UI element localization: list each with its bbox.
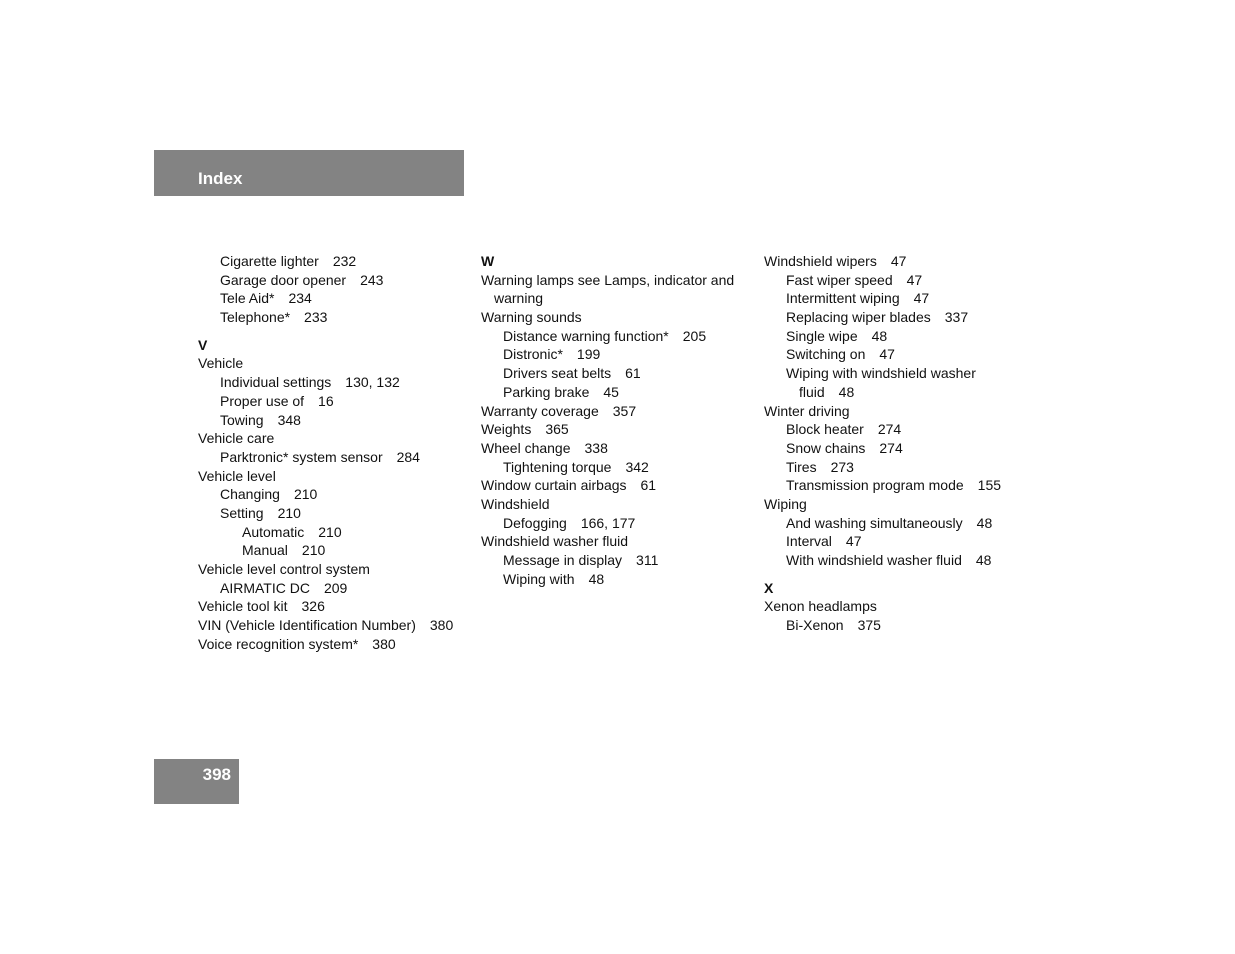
index-subentry: Replacing wiper blades 337 — [786, 309, 969, 326]
index-entry: Windshield washer fluid — [481, 533, 629, 550]
index-subentry: Single wipe 48 — [786, 327, 888, 344]
index-entry: Vehicle — [198, 355, 244, 372]
index-subentry: Bi-Xenon 375 — [786, 617, 881, 634]
index-subentry: Wiping with windshield washer — [786, 365, 976, 382]
index-entry: Window curtain airbags 61 — [481, 477, 657, 494]
index-entry: VIN (Vehicle Identification Number) 380 — [198, 617, 454, 634]
index-letter-heading: X — [764, 579, 774, 596]
page-number-box — [154, 759, 239, 804]
index-subentry: Interval 47 — [786, 533, 862, 550]
index-column-2 — [481, 252, 751, 588]
index-subsubentry: Automatic 210 — [242, 523, 342, 540]
index-entry: Vehicle tool kit 326 — [198, 598, 325, 615]
index-entry: Warning lamps see Lamps, indicator and — [481, 271, 735, 288]
index-subentry: Drivers seat belts 61 — [503, 365, 641, 382]
index-entry: Wiping — [764, 495, 807, 512]
index-header-bar — [154, 150, 464, 196]
index-entry: Weights 365 — [481, 421, 569, 438]
index-subentry: Snow chains 274 — [786, 439, 903, 456]
index-entry: Winter driving — [764, 402, 850, 419]
index-subentry: Message in display 311 — [503, 552, 659, 568]
index-subentry: Tightening torque 342 — [503, 458, 649, 475]
index-subsubentry: Manual 210 — [242, 542, 326, 559]
index-column-3 — [764, 252, 1024, 635]
index-subentry: With windshield washer fluid 48 — [786, 552, 992, 568]
index-entry: Windshield wipers 47 — [764, 253, 907, 269]
index-column-1 — [198, 252, 468, 653]
index-subentry: Intermittent wiping 47 — [786, 290, 930, 307]
index-entry-continuation: warning — [494, 290, 544, 307]
index-entry: Xenon headlamps — [764, 598, 877, 615]
index-subentry: Distance warning function* 205 — [503, 327, 707, 344]
index-entry: Wheel change 338 — [481, 439, 608, 456]
index-subentry: Wiping with 48 — [503, 570, 605, 587]
index-subentry: Distronic* 199 — [503, 346, 601, 363]
index-subentry: Block heater 274 — [786, 421, 902, 438]
index-entry: Vehicle level — [198, 467, 276, 484]
index-subentry: Transmission program mode 155 — [786, 477, 1002, 494]
index-subentry: Cigarette lighter 232 — [220, 253, 357, 269]
index-subentry: Tires 273 — [786, 458, 854, 475]
index-subentry: Proper use of 16 — [220, 392, 334, 409]
index-entry: Vehicle level control system — [198, 561, 370, 577]
page-number: 398 — [202, 765, 231, 784]
index-entry: Warning sounds — [481, 309, 582, 326]
index-entry: Windshield — [481, 495, 550, 512]
index-subentry: Tele Aid* 234 — [220, 290, 312, 307]
index-subentry: Switching on 47 — [786, 346, 895, 363]
index-subentry: Telephone* 233 — [220, 309, 328, 326]
index-subentry: Fast wiper speed 47 — [786, 271, 923, 288]
index-subentry: AIRMATIC DC 209 — [220, 579, 348, 596]
index-subentry: Parktronic* system sensor 284 — [220, 448, 420, 465]
index-letter-heading: W — [481, 253, 495, 269]
page-title: Index — [198, 169, 243, 188]
index-subentry: Towing 348 — [220, 411, 301, 428]
index-subentry: Changing 210 — [220, 486, 318, 503]
index-entry: Voice recognition system* 380 — [198, 635, 396, 652]
index-subentry: Garage door opener 243 — [220, 271, 384, 288]
index-subentry-continuation: fluid 48 — [799, 383, 855, 400]
index-subentry: Setting 210 — [220, 504, 301, 521]
index-letter-heading: V — [198, 336, 208, 353]
index-subentry: Parking brake 45 — [503, 383, 619, 400]
index-entry: Warranty coverage 357 — [481, 402, 637, 419]
index-subentry: And washing simultaneously 48 — [786, 514, 993, 531]
index-subentry: Defogging 166, 177 — [503, 514, 636, 531]
index-subentry: Individual settings 130, 132 — [220, 374, 400, 391]
index-entry: Vehicle care — [198, 430, 275, 447]
